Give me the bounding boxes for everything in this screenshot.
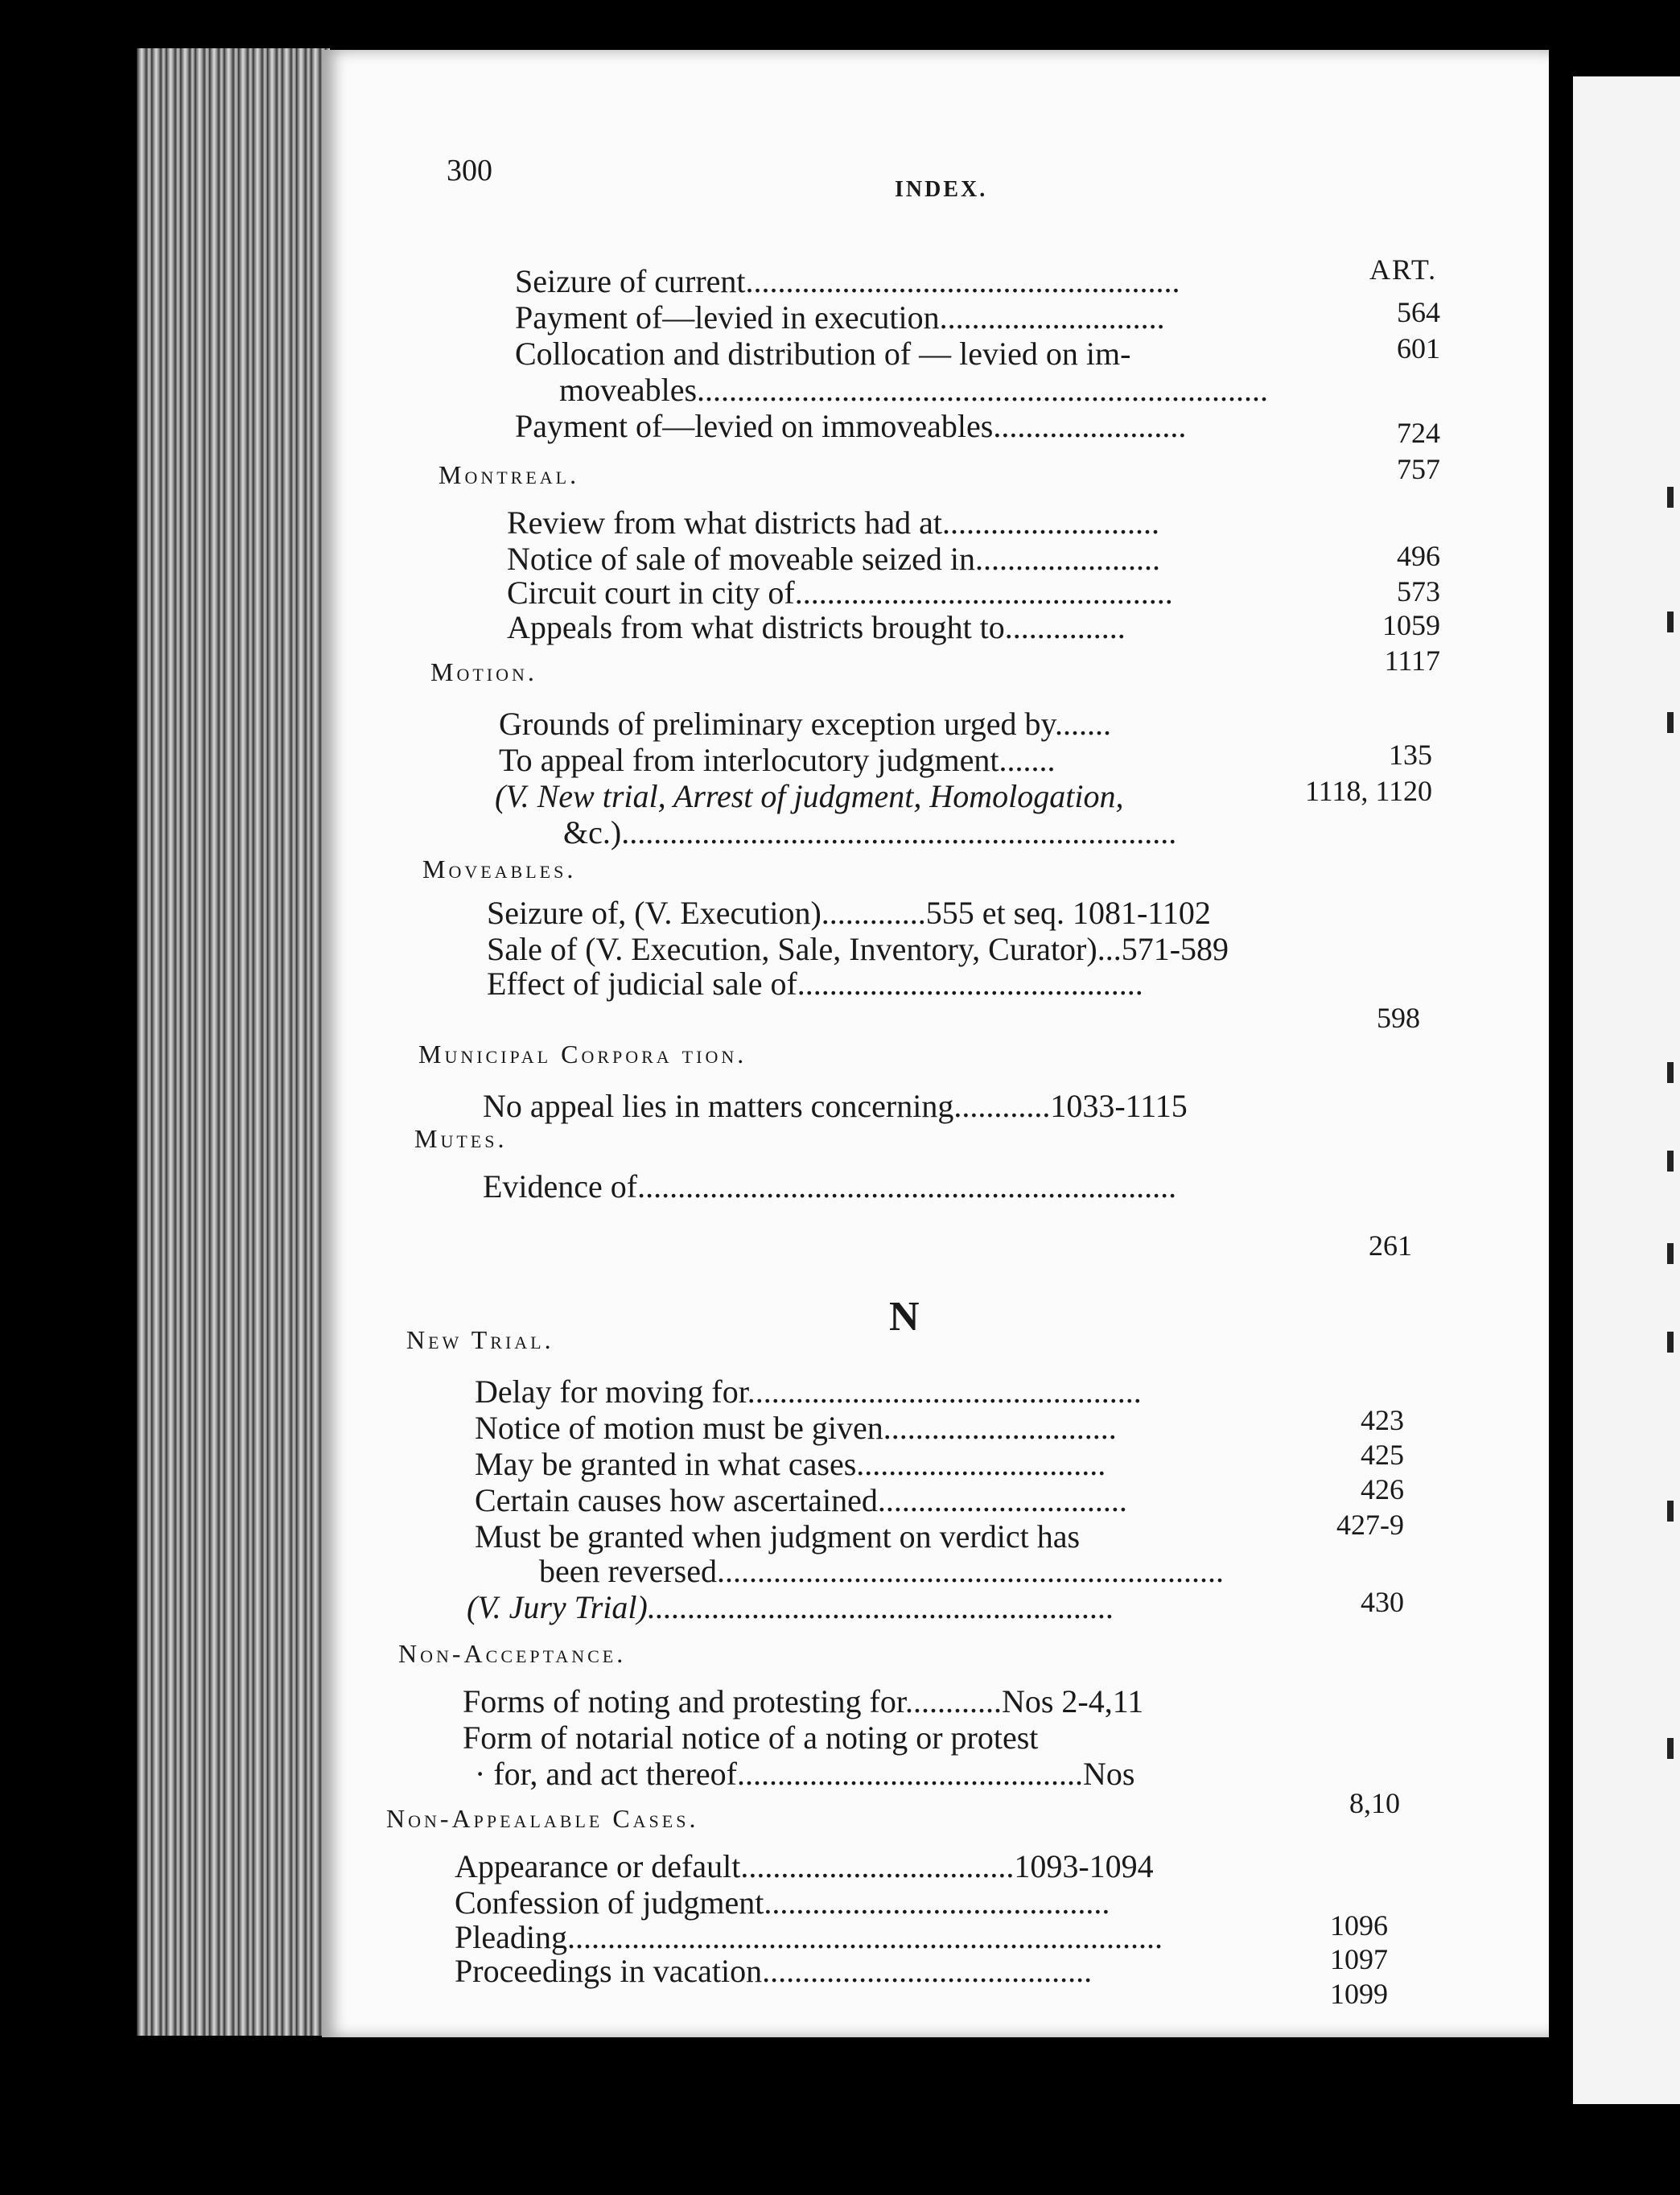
article-number: 1096 (1330, 1909, 1388, 1942)
article-number: 423 (1361, 1404, 1404, 1436)
facing-page-mark (1667, 1332, 1674, 1353)
index-heading: Non-Appealable Cases. (386, 1804, 699, 1833)
index-entry: Grounds of preliminary exception urged by....... (499, 706, 1111, 742)
index-entry: Circuit court in city of............................................... (507, 574, 1173, 611)
index-entry: Pleading.......................................................................... (455, 1919, 1163, 1955)
index-entry: Evidence of................................................................... (483, 1168, 1177, 1205)
index-entry: been reversed............................................................... (539, 1553, 1224, 1589)
index-entry: To appeal from interlocutory judgment....... (499, 742, 1056, 778)
article-number: 135 (1389, 739, 1432, 771)
index-page (322, 50, 1549, 2037)
index-entry: · for, and act thereof...........................................Nos (475, 1756, 1135, 1792)
art-column-label: ART. (1369, 253, 1438, 286)
index-entry: May be granted in what cases............................... (475, 1446, 1106, 1482)
index-cross-reference: (V. New trial, Arrest of judgment, Homologation, (495, 778, 1124, 814)
facing-page-mark (1667, 1151, 1674, 1172)
index-entry: Form of notarial notice of a noting or protest (463, 1719, 1039, 1756)
article-number: 8,10 (1349, 1787, 1400, 1819)
index-entry: Seizure of, (V. Execution).............555 et seq. 1081-1102 (487, 895, 1211, 931)
article-number: 573 (1397, 575, 1440, 607)
article-number: 427-9 (1336, 1509, 1404, 1541)
index-entry: Notice of sale of moveable seized in....................... (507, 541, 1160, 577)
index-entry: Appearance or default..................................1093-1094 (455, 1848, 1154, 1884)
article-number: 496 (1397, 540, 1440, 572)
index-entry: Review from what districts had at........................... (507, 504, 1159, 541)
index-entry: &c.)..................................................................... (563, 814, 1177, 850)
article-number: 261 (1369, 1229, 1412, 1262)
index-entry: moveables....................................................................... (559, 372, 1269, 408)
page-number: 300 (447, 154, 492, 187)
index-heading: Non-Acceptance. (398, 1639, 627, 1668)
article-number: 601 (1397, 332, 1440, 364)
index-entry: Sale of (V. Execution, Sale, Inventory, Curator)...571-589 (487, 931, 1229, 967)
index-entry: Payment of—levied in execution............................ (515, 299, 1165, 336)
index-heading: Municipal Corpora tion. (418, 1040, 747, 1069)
index-entry: Forms of noting and protesting for............Nos 2-4,11 (463, 1683, 1144, 1719)
letter-heading: N (889, 1294, 920, 1340)
index-entry: Confession of judgment........................................... (455, 1884, 1110, 1921)
facing-page-edge (1573, 76, 1680, 2104)
facing-page-mark (1667, 487, 1674, 508)
index-heading: Motion. (430, 657, 537, 686)
article-number: 1118, 1120 (1305, 775, 1432, 807)
index-entry: Payment of—levied on immoveables........................ (515, 408, 1187, 444)
article-number: 1097 (1330, 1943, 1388, 1975)
facing-page-mark (1667, 1243, 1674, 1264)
facing-page-mark (1667, 1501, 1674, 1522)
index-entry: Certain causes how ascertained............................... (475, 1482, 1127, 1518)
index-entry: Proceedings in vacation......................................... (455, 1953, 1093, 1989)
book-spine-edge (137, 48, 330, 2036)
index-heading: Mutes. (414, 1124, 508, 1153)
article-number: 757 (1397, 453, 1440, 485)
article-number: 425 (1361, 1439, 1404, 1471)
article-number: 1059 (1382, 609, 1440, 641)
article-number: 1117 (1384, 644, 1440, 677)
facing-page-mark (1667, 1738, 1674, 1759)
index-heading: New Trial. (406, 1325, 554, 1354)
facing-page-mark (1667, 612, 1674, 632)
index-entry: No appeal lies in matters concerning............1033-1115 (483, 1088, 1188, 1124)
article-number: 430 (1361, 1586, 1404, 1618)
index-entry: Delay for moving for................................................. (475, 1373, 1142, 1410)
index-entry: Notice of motion must be given............................. (475, 1410, 1117, 1446)
facing-page-mark (1667, 1062, 1674, 1083)
article-number: 724 (1397, 417, 1440, 449)
article-number: 564 (1397, 296, 1440, 328)
article-number: 1099 (1330, 1978, 1388, 2010)
index-heading: Moveables. (422, 855, 577, 883)
running-head: INDEX. (895, 177, 988, 202)
index-entry: Appeals from what districts brought to............... (507, 609, 1126, 645)
article-number: 598 (1377, 1002, 1420, 1034)
index-cross-reference: (V. Jury Trial).......................................................... (467, 1589, 1114, 1625)
index-heading: Montreal. (439, 460, 580, 489)
facing-page-mark (1667, 712, 1674, 733)
article-number: 426 (1361, 1473, 1404, 1505)
index-entry: Collocation and distribution of — levied on im- (515, 336, 1131, 372)
index-entry: Seizure of current...................................................... (515, 263, 1180, 299)
index-entry: Effect of judicial sale of........................................... (487, 966, 1143, 1002)
index-entry: Must be granted when judgment on verdict has (475, 1518, 1081, 1555)
